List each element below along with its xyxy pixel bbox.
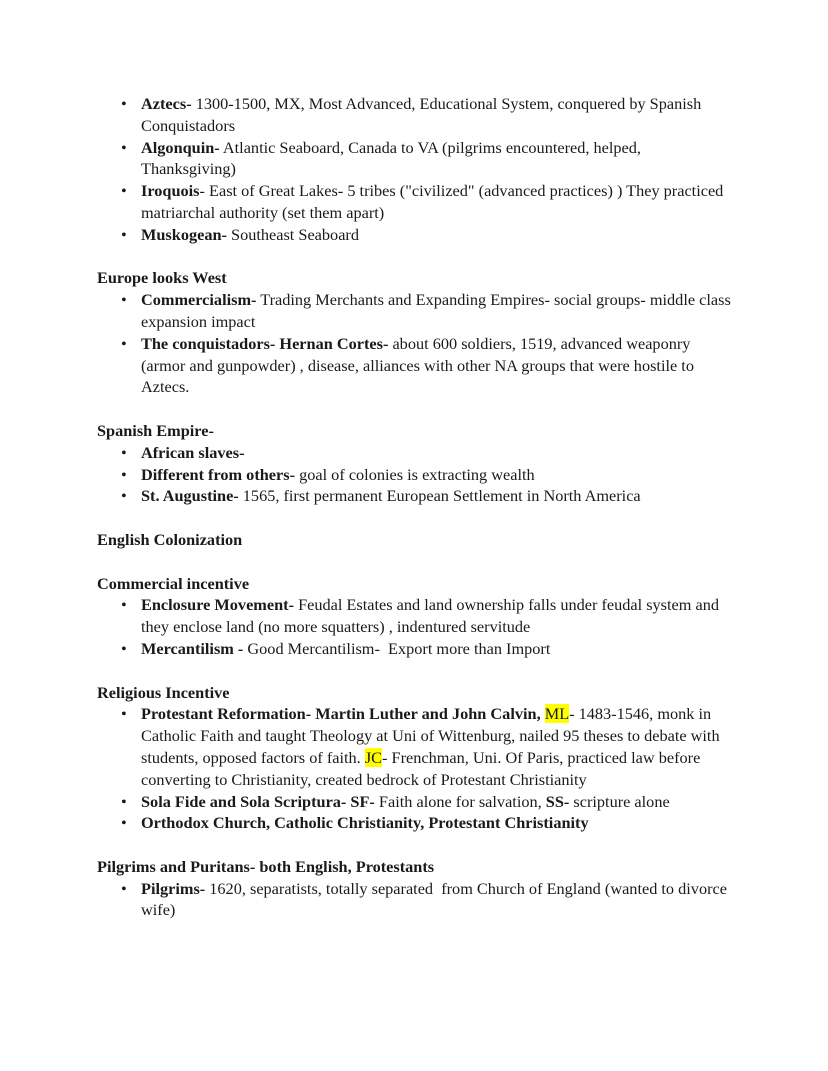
body-text: - East of Great Lakes- 5 tribes ("civilized" (advanced practices) ) They practiced matriarchal authority (set them apart) — [141, 181, 728, 222]
section-heading: Religious Incentive — [97, 682, 230, 702]
body-text: 1620, separatists, totally separated from Church of England (wanted to divorce wife) — [141, 878, 732, 920]
bullet-icon: • — [121, 224, 127, 244]
document-section — [97, 573, 734, 660]
bold-term: St. Augustine- — [141, 486, 239, 506]
document-section — [97, 529, 734, 551]
body-text: - Frenchman, Uni. Of Paris, practiced law before converting to Christianity, created bedrock of Protestant Christianity — [141, 747, 705, 789]
body-text: about 600 soldiers, 1519, advanced weaponry (armor and gunpowder) , disease, alliances with other NA groups that were hostile to Aztecs. — [141, 333, 698, 397]
document-content — [97, 93, 734, 921]
bullet-icon: • — [121, 813, 127, 833]
list-item — [97, 878, 734, 922]
list-item — [97, 812, 734, 834]
section-heading: Pilgrims and Puritans- both English, Protestants — [97, 856, 435, 876]
body-text: Faith alone for salvation, — [374, 791, 546, 811]
list-item — [97, 464, 734, 486]
bullet-icon: • — [121, 704, 127, 724]
bullet-list — [97, 93, 734, 246]
list-item-text — [141, 138, 645, 179]
bullet-list — [97, 442, 734, 507]
bold-term: Algonquin- — [141, 137, 220, 157]
bullet-icon: • — [121, 181, 127, 201]
list-item — [97, 703, 734, 790]
list-item-text — [141, 225, 359, 244]
bold-term: Aztecs- — [141, 94, 192, 113]
bullet-icon: • — [121, 638, 127, 658]
section-heading: Spanish Empire- — [97, 420, 214, 440]
bold-term: Pilgrims- — [141, 878, 206, 898]
bullet-icon: • — [121, 464, 127, 484]
list-item — [97, 333, 734, 398]
document-section — [97, 420, 734, 507]
document-section — [97, 682, 734, 835]
bold-term: Mercantilism - — [141, 638, 244, 658]
list-item — [97, 442, 734, 464]
document-section — [97, 93, 734, 246]
bullet-icon: • — [121, 94, 127, 113]
list-item-text — [141, 595, 723, 636]
bullet-icon: • — [121, 137, 127, 157]
list-item — [97, 485, 734, 507]
list-item — [97, 289, 734, 333]
list-item — [97, 791, 734, 813]
bullet-icon: • — [121, 595, 127, 615]
bold-term: African slaves- — [141, 442, 245, 462]
bold-term: Orthodox Church, Catholic Christianity, Protestant Christianity — [141, 813, 589, 833]
list-item-text — [141, 792, 670, 811]
list-item-text — [141, 443, 245, 462]
bullet-icon: • — [121, 791, 127, 811]
section-heading: Commercial incentive — [97, 573, 250, 593]
body-text: Southeast Seaboard — [226, 224, 359, 244]
list-item-text — [141, 465, 535, 484]
bullet-list — [97, 594, 734, 659]
section-heading: Europe looks West — [97, 268, 227, 288]
list-item-text — [141, 486, 641, 505]
bold-term: Enclosure Movement- — [141, 595, 294, 615]
body-text: goal of colonies is extracting wealth — [295, 464, 535, 484]
body-text: Atlantic Seaboard, Canada to VA (pilgrims encountered, helped, Thanksgiving) — [141, 137, 645, 179]
list-item-text — [141, 813, 589, 832]
body-text: scripture alone — [569, 791, 670, 811]
bullet-icon: • — [121, 442, 127, 462]
list-item-text — [141, 181, 727, 222]
body-text: Trading Merchants and Expanding Empires- social groups- middle class expansion impact — [141, 290, 735, 331]
bold-term: The conquistadors- Hernan Cortes- — [141, 333, 389, 353]
bold-term: Iroquois — [141, 181, 200, 201]
list-item — [97, 638, 734, 660]
list-item-text — [141, 94, 705, 135]
list-item-text — [141, 879, 731, 920]
bullet-icon: • — [121, 486, 127, 506]
bullet-icon: • — [121, 878, 127, 898]
list-item — [97, 594, 734, 638]
list-item-text — [141, 290, 735, 331]
body-text: Good Mercantilism- Export more than Import — [243, 638, 551, 658]
list-item — [97, 137, 734, 181]
bullet-icon: • — [121, 333, 127, 353]
bullet-list — [97, 878, 734, 922]
list-item — [97, 224, 734, 246]
bold-term: Protestant Reformation- Martin Luther and John Calvin, — [141, 704, 545, 724]
bold-term: Muskogean- — [141, 224, 227, 244]
body-text: Feudal Estates and land ownership falls under feudal system and they enclose land (no more squatters) , indentured servitude — [141, 595, 724, 637]
bold-term: Sola Fide and Sola Scriptura- SF- — [141, 791, 375, 811]
body-text: 1300-1500, MX, Most Advanced, Educational System, conquered by Spanish Conquistadors — [141, 94, 706, 135]
body-text: 1565, first permanent European Settlement in North America — [238, 486, 641, 506]
list-item-text — [141, 639, 550, 658]
document-section — [97, 856, 734, 921]
list-item — [97, 93, 734, 137]
bullet-list — [97, 289, 734, 398]
bold-term: SS- — [545, 791, 570, 811]
list-item-text — [141, 704, 724, 788]
bold-term: Commercialism- — [141, 290, 257, 310]
highlighted-text: JC — [364, 747, 383, 767]
document-section — [97, 267, 734, 398]
bullet-list — [97, 703, 734, 834]
bullet-icon: • — [121, 290, 127, 310]
bold-term: Different from others- — [141, 464, 296, 484]
section-heading: English Colonization — [97, 529, 243, 549]
body-text: - 1483-1546, monk in Catholic Faith and taught Theology at Uni of Wittenburg, nailed 95 theses to debate with students, opposed factors of faith. — [141, 704, 724, 767]
list-item-text — [141, 334, 697, 397]
highlighted-text: ML — [544, 704, 570, 724]
list-item — [97, 180, 734, 224]
